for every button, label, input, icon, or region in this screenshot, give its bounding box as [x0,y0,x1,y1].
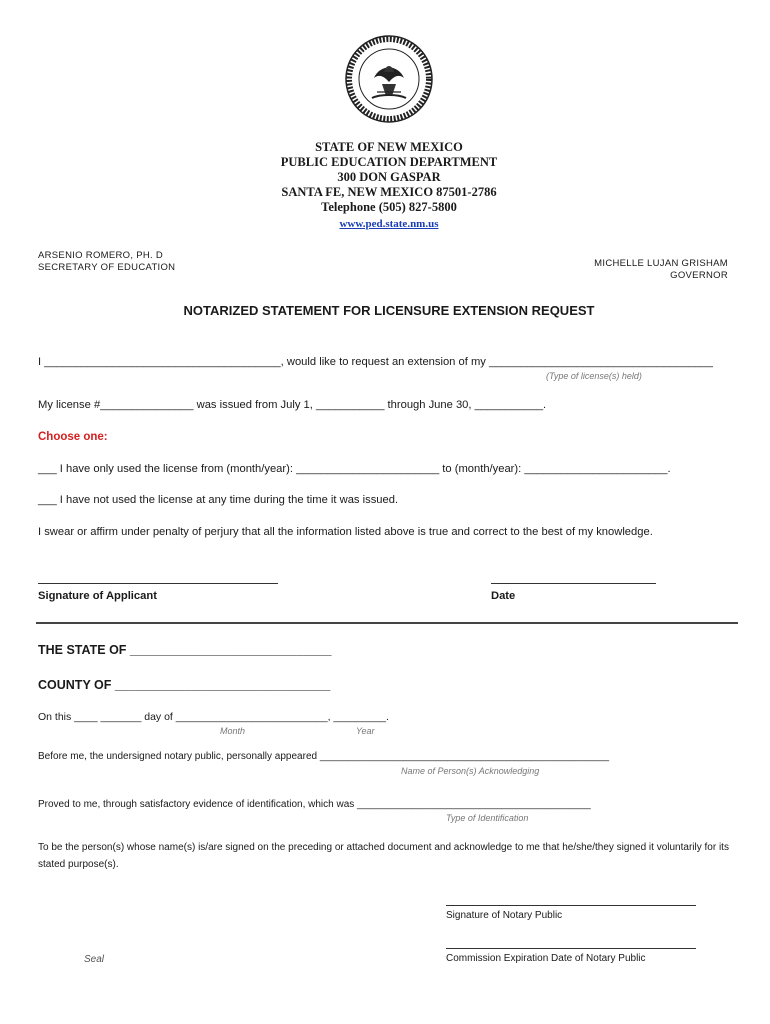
governor-name: MICHELLE LUJAN GRISHAM [594,258,728,269]
option-used-license[interactable]: ___ I have only used the license from (month/year): _______________________ to (month/year): _______________________. [38,463,671,475]
county-of-line[interactable]: COUNTY OF _______________________________ [38,678,331,692]
notary-signature-line[interactable] [446,905,696,906]
divider [36,622,738,624]
city-address: SANTA FE, NEW MEXICO 87501-2786 [281,185,497,199]
license-line[interactable]: My license #_______________ was issued from July 1, ___________ through June 30, ___________. [38,399,547,411]
form-title: NOTARIZED STATEMENT FOR LICENSURE EXTENSION REQUEST [183,303,595,318]
license-type-hint: (Type of license(s) held) [546,371,642,381]
commission-expiration-label: Commission Expiration Date of Notary Public [446,953,646,964]
year-hint: Year [356,726,375,736]
secretary-title: SECRETARY OF EDUCATION [38,262,176,273]
applicant-signature-line[interactable] [38,583,278,584]
on-this-line[interactable]: On this ____ _______ day of __________________________, _________. [38,711,389,723]
request-line[interactable]: I ______________________________________, would like to request an extension of my ____________________________________ [38,356,713,368]
date-label: Date [491,590,516,602]
commission-date-line[interactable] [446,948,696,949]
governor-title: GOVERNOR [670,270,728,281]
state-seal-logo [344,34,434,124]
swear-statement: I swear or affirm under penalty of perjury that all the information listed above is true and correct to the best of my knowledge. [38,526,653,538]
acknowledgment-text: To be the person(s) whose name(s) is/are signed on the preceding or attached document and acknowledge to me that he/she/they signed it voluntarily for its stated purpose(s). [38,842,729,870]
choose-one-label: Choose one: [38,431,108,443]
agency-name: STATE OF NEW MEXICO [315,140,463,154]
street-address: 300 DON GASPAR [337,170,441,184]
telephone: Telephone (505) 827-5800 [321,200,457,214]
option-not-used[interactable]: ___ I have not used the license at any time during the time it was issued. [38,494,399,506]
notary-signature-label: Signature of Notary Public [446,910,563,921]
seal-label: Seal [84,954,105,965]
secretary-name: ARSENIO ROMERO, PH. D [38,250,164,261]
proved-line[interactable]: Proved to me, through satisfactory evidence of identification, which was __________________________________________ [38,799,591,810]
website-link[interactable]: www.ped.state.nm.us [339,218,439,230]
date-line[interactable] [491,583,656,584]
state-of-line[interactable]: THE STATE OF _____________________________ [38,643,332,657]
department-name: PUBLIC EDUCATION DEPARTMENT [280,155,498,169]
before-me-line[interactable]: Before me, the undersigned notary public, personally appeared ____________________________________________________ [38,751,610,762]
month-hint: Month [220,726,246,736]
persons-hint: Name of Person(s) Acknowledging [401,766,540,776]
signature-applicant-label: Signature of Applicant [38,590,157,602]
identification-hint: Type of Identification [446,813,529,823]
